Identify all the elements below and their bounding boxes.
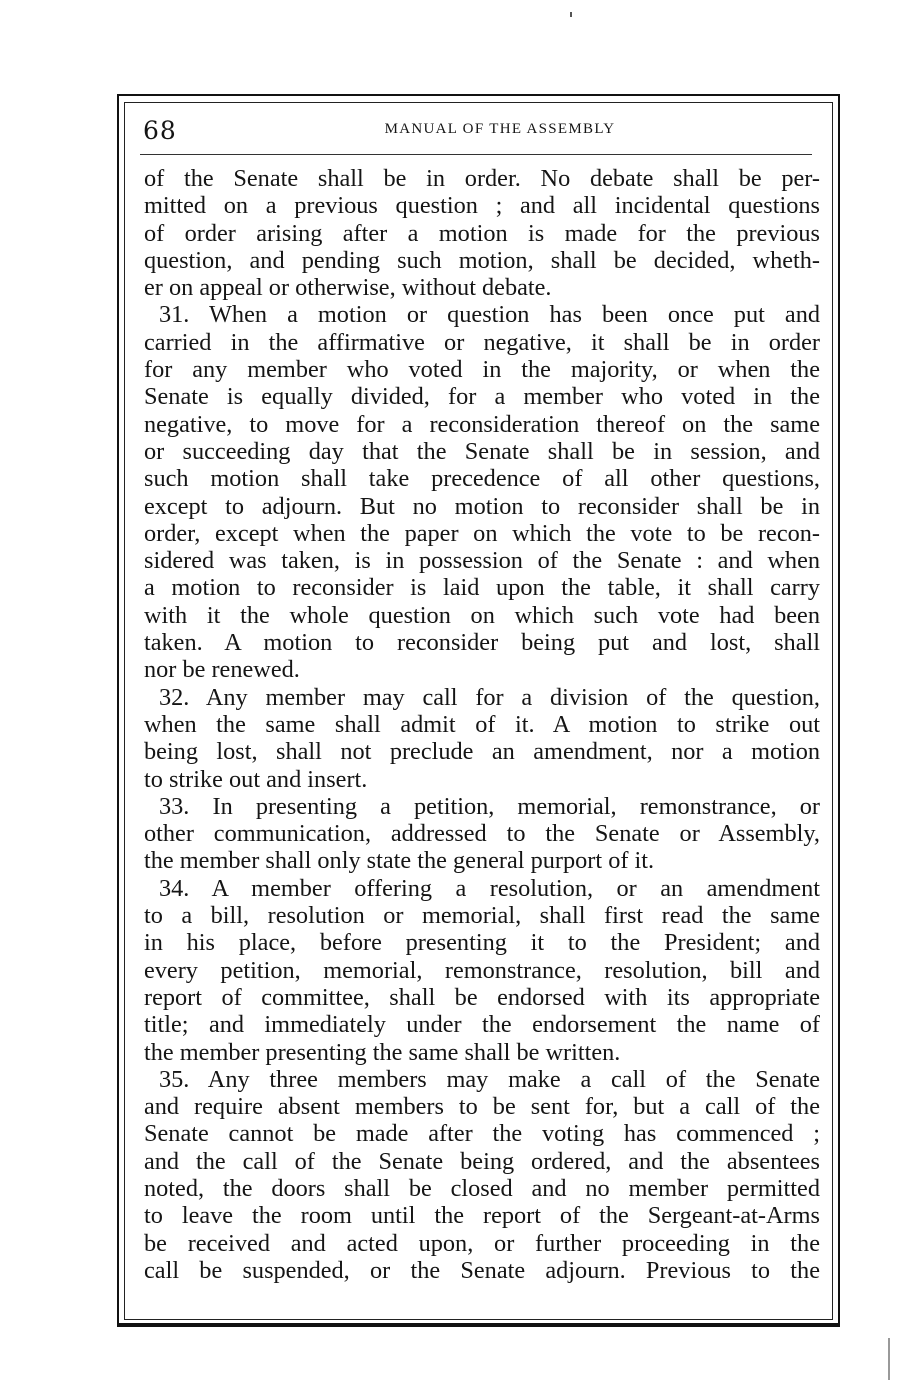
page-header [140,114,820,146]
text-line: nor be renewed. [144,656,300,684]
text-line: carried in the affirmative or negative, it shall be in order [144,328,820,356]
text-line: and require absent members to be sent for, but a call of the [144,1093,820,1121]
page-number: 68 [143,116,177,145]
text-line: order, except when the paper on which the vote to be recon- [144,519,820,547]
running-head: MANUAL OF THE ASSEMBLY [384,121,616,137]
text-line: with it the whole question on which such vote had been [144,601,820,629]
text-line: Senate is equally divided, for a member who voted in the [144,383,820,411]
text-line: title; and immediately under the endorsement the name of [144,1011,820,1039]
text-line: in his place, before presenting it to the President; and [144,929,820,957]
text-line: when the same shall admit of it. A motion to strike out [144,710,820,738]
text-line: taken. A motion to reconsider being put and lost, shall [144,629,820,657]
text-line: every petition, memorial, remonstrance, resolution, bill and [144,956,820,984]
rule-32-first-line: 32. Any member may call for a division of the question, [159,683,820,711]
rule-34-first-line: 34. A member offering a resolution, or an amendment [159,874,820,902]
text-line: for any member who voted in the majority, or when the [144,356,820,384]
page-edge-mark [888,1338,890,1380]
text-line: report of committee, shall be endorsed with its appropriate [144,983,820,1011]
text-line: or succeeding day that the Senate shall be in session, and [144,437,820,465]
text-line: of order arising after a motion is made for the previous [144,219,820,247]
header-rule [140,154,812,155]
text-line: a motion to reconsider is laid upon the table, it shall carry [144,574,820,602]
text-line: the member presenting the same shall be written. [144,1038,621,1066]
rule-33-first-line: 33. In presenting a petition, memorial, remonstrance, or [159,792,820,820]
rule-31-first-line: 31. When a motion or question has been once put and [159,301,820,329]
text-line: the member shall only state the general purport of it. [144,847,655,875]
text-line: question, and pending such motion, shall be decided, wheth- [144,246,820,274]
text-line: except to adjourn. But no motion to reconsider shall be in [144,492,820,520]
text-line: mitted on a previous question ; and all incidental questions [144,192,820,220]
text-line: call be suspended, or the Senate adjourn. Previous to the [144,1256,820,1284]
body-text [144,165,820,1284]
text-line: be received and acted upon, or further proceeding in the [144,1229,820,1257]
rule-35-first-line: 35. Any three members may make a call of the Senate [159,1065,820,1093]
text-line: noted, the doors shall be closed and no member permitted [144,1174,820,1202]
text-line: to strike out and insert. [144,765,368,793]
text-line: sidered was taken, is in possession of the Senate : and when [144,547,820,575]
text-line: of the Senate shall be in order. No debate shall be per- [144,165,820,192]
text-line: other communication, addressed to the Senate or Assembly, [144,820,820,848]
text-line: negative, to move for a reconsideration thereof on the same [144,410,820,438]
text-line: to leave the room until the report of the Sergeant-at-Arms [144,1202,820,1230]
text-line: to a bill, resolution or memorial, shall first read the same [144,902,820,930]
text-line: and the call of the Senate being ordered, and the absentees [144,1147,820,1175]
page-border-bottom-rule [117,1323,840,1325]
text-line: such motion shall take precedence of all other questions, [144,465,820,493]
text-line: being lost, shall not preclude an amendment, nor a motion [144,738,820,766]
text-line: Senate cannot be made after the voting has commenced ; [144,1120,820,1148]
text-line: er on appeal or otherwise, without debate. [144,274,552,302]
print-speck [570,12,572,17]
